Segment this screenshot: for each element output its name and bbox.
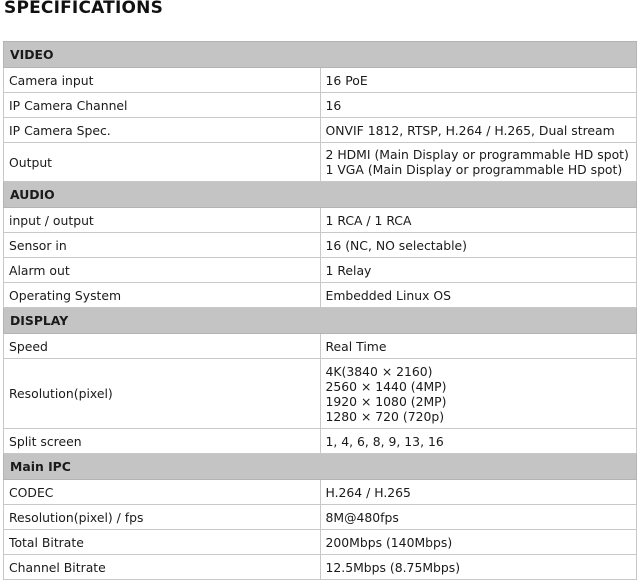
spec-label: Speed — [4, 334, 321, 359]
spec-value: Real Time — [320, 334, 637, 359]
spec-row-camera-input — [4, 68, 637, 93]
spec-value — [320, 359, 637, 429]
spec-row-ip-camera-spec — [4, 118, 637, 143]
spec-value: 16 — [320, 93, 637, 118]
spec-value-line: 1280 × 720 (720p) — [325, 408, 445, 424]
spec-value: 12.5Mbps (8.75Mbps) — [320, 555, 637, 580]
spec-label: Split screen — [4, 429, 321, 454]
section-header-audio — [4, 182, 637, 208]
section-heading: Main IPC — [4, 454, 637, 480]
section-heading: AUDIO — [4, 182, 637, 208]
spec-value: 1 Relay — [320, 258, 637, 283]
spec-label: input / output — [4, 208, 321, 233]
spec-value: ONVIF 1812, RTSP, H.264 / H.265, Dual stream — [320, 118, 637, 143]
spec-row-total-bitrate — [4, 530, 637, 555]
spec-row-split-screen — [4, 429, 637, 454]
spec-row-operating-system — [4, 283, 637, 308]
spec-label: IP Camera Channel — [4, 93, 321, 118]
spec-label: Camera input — [4, 68, 321, 93]
spec-label: Alarm out — [4, 258, 321, 283]
spec-label: Channel Bitrate — [4, 555, 321, 580]
spec-value-line: 2 HDMI (Main Display or programmable HD spot) — [325, 147, 629, 162]
spec-value-line: 2560 × 1440 (4MP) — [325, 378, 447, 394]
spec-row-resolution — [4, 359, 637, 429]
section-header-display — [4, 308, 637, 334]
section-header-main-ipc — [4, 454, 637, 480]
spec-value-line: 1920 × 1080 (2MP) — [325, 393, 447, 409]
spec-value: 1, 4, 6, 8, 9, 13, 16 — [320, 429, 637, 454]
specifications-table — [3, 41, 637, 580]
spec-value-line: 1 VGA (Main Display or programmable HD spot) — [325, 162, 623, 177]
section-heading: DISPLAY — [4, 308, 637, 334]
spec-row-ip-camera-channel — [4, 93, 637, 118]
section-heading: VIDEO — [4, 42, 637, 68]
spec-value: 8M@480fps — [320, 505, 637, 530]
spec-label: Resolution(pixel) / fps — [4, 505, 321, 530]
spec-label: CODEC — [4, 480, 321, 505]
spec-label: Sensor in — [4, 233, 321, 258]
spec-label: Operating System — [4, 283, 321, 308]
spec-value: 1 RCA / 1 RCA — [320, 208, 637, 233]
spec-value: 16 PoE — [320, 68, 637, 93]
spec-value: Embedded Linux OS — [320, 283, 637, 308]
section-header-video — [4, 42, 637, 68]
spec-value-line: 4K(3840 × 2160) — [325, 363, 433, 379]
spec-row-speed — [4, 334, 637, 359]
spec-row-output — [4, 143, 637, 182]
spec-value: 200Mbps (140Mbps) — [320, 530, 637, 555]
spec-label: IP Camera Spec. — [4, 118, 321, 143]
page-title: SPECIFICATIONS — [4, 0, 164, 18]
spec-value — [320, 143, 637, 182]
spec-row-alarm-out — [4, 258, 637, 283]
spec-label: Output — [4, 143, 321, 182]
spec-row-channel-bitrate — [4, 555, 637, 580]
spec-row-input-output — [4, 208, 637, 233]
spec-row-sensor-in — [4, 233, 637, 258]
spec-row-resolution-fps — [4, 505, 637, 530]
spec-label: Resolution(pixel) — [4, 359, 321, 429]
spec-value: 16 (NC, NO selectable) — [320, 233, 637, 258]
spec-value: H.264 / H.265 — [320, 480, 637, 505]
spec-row-codec — [4, 480, 637, 505]
spec-label: Total Bitrate — [4, 530, 321, 555]
